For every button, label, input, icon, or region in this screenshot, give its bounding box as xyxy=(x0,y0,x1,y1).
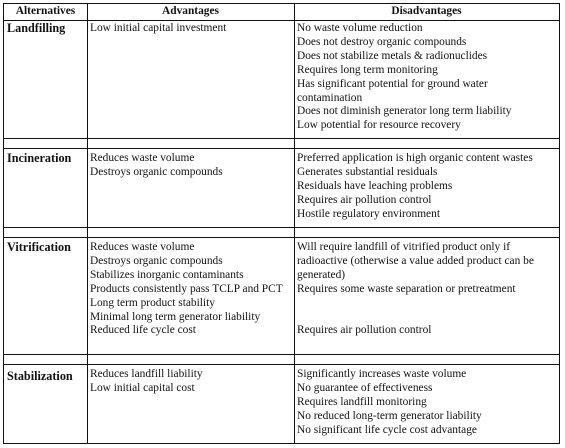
header-alternatives: Alternatives xyxy=(15,5,76,17)
disadvantage-item: Requires air pollution control xyxy=(297,324,432,337)
row-alternative-incineration: Incineration xyxy=(7,151,72,165)
vitrification-advantages xyxy=(87,241,294,338)
disadvantage-item: Generates substantial residuals xyxy=(297,165,438,178)
row-alternative-vitrification: Vitrification xyxy=(7,240,71,254)
advantage-item: Reduces landfill liability xyxy=(90,368,203,380)
header-advantages: Advantages xyxy=(162,5,219,17)
disadvantage-item: Requires long term monitoring xyxy=(297,63,438,76)
row-divider xyxy=(4,227,559,228)
advantage-item: Long term product stability xyxy=(90,296,215,309)
disadvantage-item: Preferred application is high organic content wastes xyxy=(297,152,533,164)
row-divider xyxy=(4,237,559,238)
advantage-item: Reduces waste volume xyxy=(90,241,195,253)
disadvantage-item: Does not destroy organic compounds xyxy=(297,35,467,48)
disadvantage-item: No waste volume reduction xyxy=(297,22,423,34)
disadvantage-item: Hostile regulatory environment xyxy=(297,207,440,220)
row-alternative-landfilling: Landfilling xyxy=(7,21,66,35)
landfilling-disadvantages xyxy=(294,22,559,133)
alternatives-comparison-table xyxy=(3,3,560,444)
incineration-advantages xyxy=(87,152,294,180)
disadvantage-item: Does not stabilize metals & radionuclides xyxy=(297,49,488,62)
stabilization-advantages xyxy=(87,368,294,396)
disadvantage-item: No significant life cycle cost advantage xyxy=(297,423,477,436)
advantage-item: Reduces waste volume xyxy=(90,152,195,164)
stabilization-disadvantages xyxy=(294,368,559,438)
advantage-item: Reduced life cycle cost xyxy=(90,324,196,337)
disadvantage-item: Low potential for resource recovery xyxy=(297,119,461,132)
advantage-item: Minimal long term generator liability xyxy=(90,310,261,323)
advantage-item: Destroys organic compounds xyxy=(90,165,223,178)
row-divider xyxy=(4,364,559,365)
incineration-disadvantages xyxy=(294,152,559,222)
row-divider xyxy=(4,148,559,149)
disadvantage-item: Requires air pollution control xyxy=(297,193,432,206)
disadvantage-item: Will require landfill of vitrified product only if radioactive (otherwise a value added product can be generated) xyxy=(297,241,534,281)
disadvantage-item: No reduced long-term generator liability xyxy=(297,409,482,422)
vitrification-disadvantages xyxy=(294,241,559,338)
header-disadvantages: Disadvantages xyxy=(391,5,462,17)
advantage-item: Low initial capital cost xyxy=(90,381,195,394)
row-divider xyxy=(4,138,559,139)
disadvantage-item: Residuals have leaching problems xyxy=(297,179,453,192)
landfilling-advantages xyxy=(87,22,294,36)
disadvantage-item: Significantly increases waste volume xyxy=(297,368,467,380)
row-alternative-stabilization: Stabilization xyxy=(7,369,73,383)
disadvantage-item: Requires some waste separation or pretreatment xyxy=(297,282,516,295)
advantage-item: Destroys organic compounds xyxy=(90,254,223,267)
disadvantage-item: Has significant potential for ground water contamination xyxy=(297,77,488,104)
row-divider xyxy=(4,354,559,355)
disadvantage-item: Requires landfill monitoring xyxy=(297,395,427,408)
advantage-item: Stabilizes inorganic contaminants xyxy=(90,268,244,281)
advantage-item: Products consistently pass TCLP and PCT xyxy=(90,282,283,295)
disadvantage-item: Does not diminish generator long term liability xyxy=(297,105,512,118)
header-divider xyxy=(4,20,559,21)
advantage-item: Low initial capital investment xyxy=(90,22,227,34)
disadvantage-item: No guarantee of effectiveness xyxy=(297,381,433,394)
